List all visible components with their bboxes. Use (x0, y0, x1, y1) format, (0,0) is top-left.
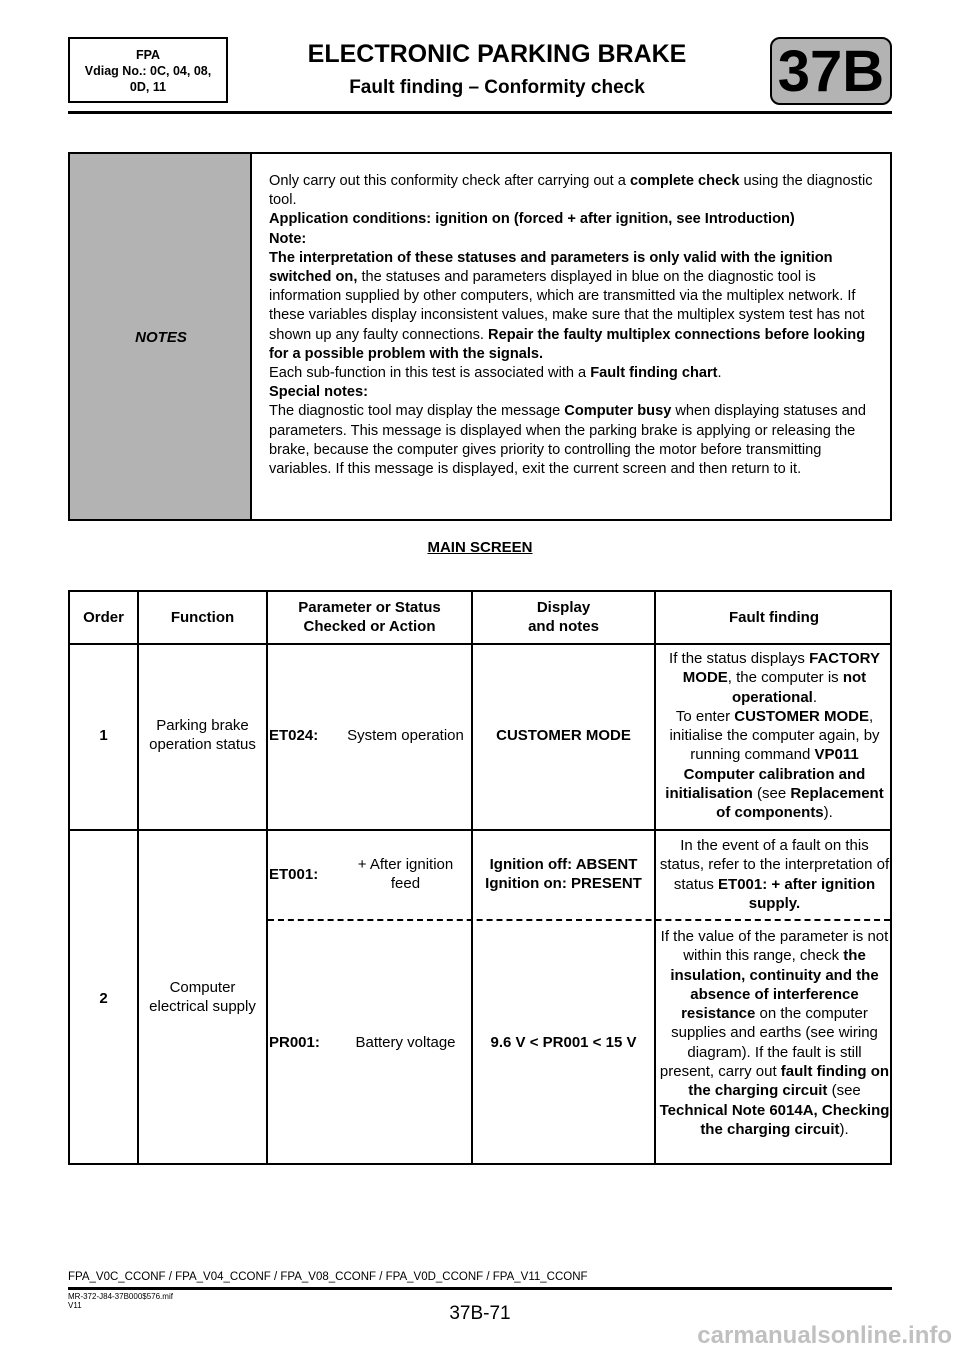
header-fault-finding: Fault finding (729, 609, 819, 626)
row1-code: ET024: (269, 727, 319, 744)
fault-text: To enter (675, 707, 735, 725)
footer-ref: MR-372-J84-37B000$576.mif (68, 1292, 173, 1301)
fault-text: ). (823, 804, 833, 822)
vehicle-info-line3: 0D, 11 (129, 80, 167, 94)
notes-text-span: The diagnostic tool may display the message (269, 403, 565, 420)
row1-function-line1: Parking brake (156, 717, 249, 734)
row-divider (70, 829, 890, 831)
conformity-table (68, 590, 892, 1165)
fault-text: In the event of a fault on this status, refer to the interpretation of status (659, 837, 890, 893)
fault-text-bold: the insulation, continuity and the absence of interference resistance (670, 947, 879, 1023)
notes-text-span: the statuses and parameters displayed in blue on the diagnostic tool is information supplied by other computers, which are transmitted via the multiplex network. If these variables display inconsistent values, make sure that the multiplex system test has not shown up any faulty connections. (269, 269, 865, 343)
header-display-line1: Display (536, 599, 591, 616)
note-heading: Note: (269, 230, 307, 247)
column-divider (266, 592, 268, 1163)
fault-text: (see (752, 785, 791, 803)
fault-text-bold: ET001: + after ignition supply. (718, 875, 876, 912)
fault-text-bold: not operational (731, 669, 867, 706)
row2-order: 2 (99, 990, 108, 1007)
watermark: carmanualsonline.info (697, 1322, 952, 1349)
fault-text: , initialise the computer again, by running command (669, 707, 880, 764)
page-title: ELECTRONIC PARKING BRAKE (307, 40, 687, 68)
row2a-name-line2: feed (390, 875, 421, 893)
special-notes-heading: Special notes: (269, 384, 368, 401)
row-divider (70, 643, 890, 645)
notes-text-bold: Fault finding chart (590, 365, 718, 382)
header-display-line2: and notes (528, 618, 599, 636)
fault-text: . (812, 688, 818, 706)
row1-fault-finding (659, 649, 890, 823)
row2a-display (473, 855, 654, 894)
fault-text: (see (827, 1082, 861, 1100)
row2-function-line2: electrical supply (149, 998, 256, 1016)
row2b-code: PR001: (269, 1034, 320, 1051)
fault-text: If the status displays (669, 650, 810, 667)
application-conditions: Application conditions: ignition on (forced + after ignition, see Introduction) (269, 211, 795, 228)
vehicle-info-line2: Vdiag No.: 0C, 04, 08, (84, 64, 212, 78)
notes-text (269, 172, 879, 479)
row2b-display: 9.6 V < PR001 < 15 V (490, 1034, 637, 1051)
fault-text: If the value of the parameter is not within this range, check (660, 928, 889, 965)
header-parameter-line1: Parameter or Status (298, 599, 441, 616)
row2b-fault-finding (659, 927, 890, 1139)
fault-text-bold: fault finding on the charging circuit (688, 1063, 890, 1100)
row2a-display-line1: Ignition off: ABSENT (489, 856, 638, 873)
vehicle-info-line1: FPA (135, 48, 161, 62)
fault-text: , the computer is (727, 669, 843, 687)
row1-function-line2: operation status (149, 736, 256, 754)
footer-divider (68, 1287, 892, 1290)
header-order: Order (83, 609, 124, 626)
row2a-name-line1: + After ignition (357, 856, 454, 873)
notes-text-span: . (717, 365, 722, 382)
notes-text-bold: The interpretation of these statuses and parameters is only valid with the ignition switched on, (269, 249, 833, 286)
notes-text-bold: Repair the faulty multiplex connections before looking for a possible problem with the signals. (269, 326, 866, 362)
page-number: 37B-71 (449, 1303, 511, 1324)
row2b-name: Battery voltage (355, 1034, 456, 1051)
row2-function-line1: Computer (169, 979, 236, 996)
row1-display: CUSTOMER MODE (496, 727, 631, 744)
notes-text-span: using the diagnostic tool. (269, 173, 873, 209)
notes-text-span: when displaying statuses and parameters. This message is displayed when the parking brake is applying or releasing the brake, because the computer gives priority to controlling the motor before transmitting variables. If this message is displayed, exit the current screen and then return to it. (269, 403, 867, 478)
section-code-badge: 37B (770, 37, 892, 105)
fault-text-bold: Replacement of components (716, 785, 884, 822)
row1-function (139, 716, 266, 755)
notes-text-bold: complete check (629, 173, 740, 189)
fault-text: on the computer supplies and earths (see wiring diagram). If the fault is still present, carry out (659, 1005, 878, 1081)
notes-box (68, 152, 892, 521)
fault-text: ). (839, 1120, 849, 1138)
column-divider (137, 592, 139, 1163)
row2a-name (340, 855, 471, 894)
row1-order: 1 (99, 727, 108, 744)
fault-text-bold: FACTORY MODE (682, 650, 880, 687)
main-screen-heading: MAIN SCREEN (427, 539, 533, 556)
vehicle-info-box (68, 37, 228, 103)
notes-text-span: Only carry out this conformity check after carrying out a (269, 173, 630, 189)
header-divider (68, 111, 892, 114)
footer-configs: FPA_V0C_CCONF / FPA_V04_CCONF / FPA_V08_CCONF / FPA_V0D_CCONF / FPA_V11_CCONF (68, 1271, 588, 1283)
page-subtitle: Fault finding – Conformity check (349, 77, 645, 98)
footer-version: V11 (68, 1301, 82, 1310)
header-parameter (268, 598, 471, 637)
notes-label: NOTES (135, 329, 187, 346)
header-function: Function (170, 609, 235, 626)
row2a-display-line2: Ignition on: PRESENT (485, 875, 642, 893)
fault-text-bold: CUSTOMER MODE (734, 707, 869, 725)
row2a-code: ET001: (269, 866, 319, 883)
row2a-fault-finding (659, 836, 890, 913)
notes-text-span: Each sub-function in this test is associated with a (269, 365, 591, 382)
header-parameter-line2: Checked or Action (303, 618, 436, 636)
header-display (473, 598, 654, 637)
column-divider (654, 592, 656, 1163)
notes-text-bold: Computer busy (564, 403, 672, 420)
fault-text-bold: Technical Note 6014A, Checking the charging circuit (659, 1101, 890, 1138)
fault-text-bold: VP011 Computer calibration and initialisation (665, 746, 866, 803)
row2-function (139, 978, 266, 1017)
row1-name: System operation (347, 727, 464, 744)
dashed-row-divider (268, 919, 890, 921)
